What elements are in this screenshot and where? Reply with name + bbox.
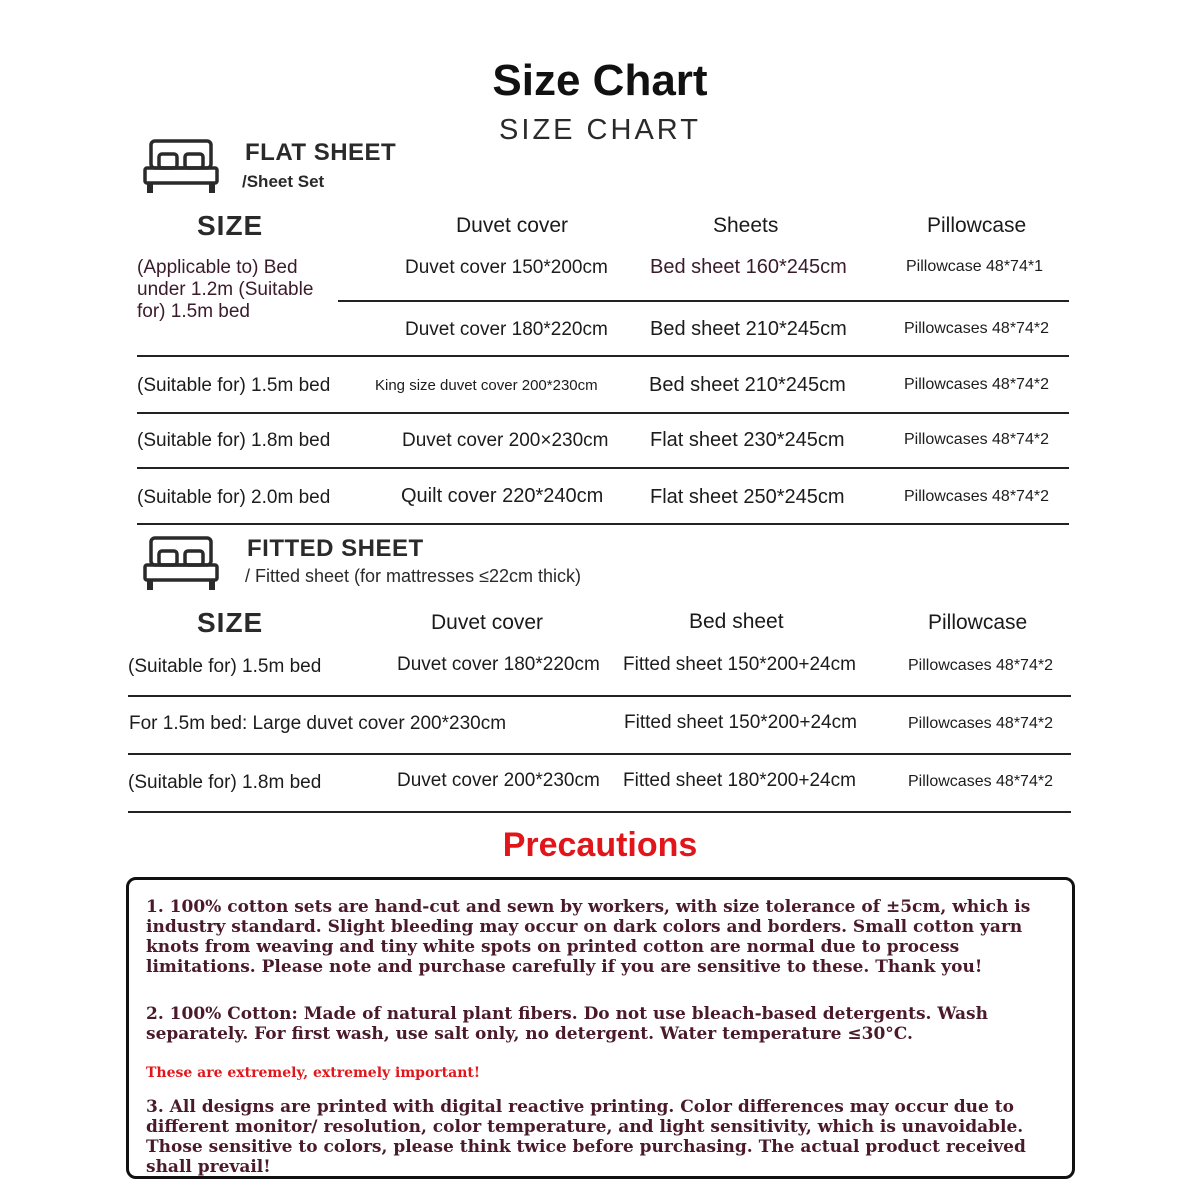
- fitted-row-2-size: For 1.5m bed: Large duvet cover 200*230cm: [129, 713, 507, 734]
- table-divider: [137, 355, 1069, 357]
- fitted-row-2-sheet: Fitted sheet 150*200+24cm: [624, 712, 857, 733]
- page-title: Size Chart: [492, 56, 708, 105]
- flat-col-sheets: Sheets: [713, 214, 779, 237]
- flat-row-4-duvet: Duvet cover 200×230cm: [402, 430, 609, 451]
- fitted-col-bedsheet: Bed sheet: [689, 610, 784, 633]
- flat-row-1-pillow: Pillowcase 48*74*1: [906, 258, 1043, 275]
- table-divider: [137, 467, 1069, 469]
- flat-row-5-size: (Suitable for) 2.0m bed: [137, 487, 331, 508]
- fitted-row-3-sheet: Fitted sheet 180*200+24cm: [623, 770, 856, 791]
- flat-row-2-pillow: Pillowcases 48*74*2: [904, 320, 1049, 337]
- fitted-col-pillowcase: Pillowcase: [928, 611, 1028, 634]
- flat-row-1-size: (Applicable to) Bed under 1.2m (Suitable for) 1.5m bed: [137, 257, 314, 322]
- fitted-row-3-size: (Suitable for) 1.8m bed: [128, 772, 322, 793]
- fitted-row-1-sheet: Fitted sheet 150*200+24cm: [623, 654, 856, 675]
- table-divider: [128, 695, 1071, 697]
- bed-icon: [143, 535, 219, 591]
- table-divider: [137, 523, 1069, 525]
- flat-row-3-size: (Suitable for) 1.5m bed: [137, 375, 331, 396]
- precaution-item-1: 1. 100% cotton sets are hand-cut and sewn by workers, with size tolerance of ±5cm, which is industry standard. Slight bleeding may occur on dark colors and borders. Small cotton yarn knots from weaving and tiny white spots on printed cotton are normal due to process limitations. Please note and purchase carefully if you are sensitive to these. Thank you!: [146, 897, 1031, 977]
- table-divider: [137, 412, 1069, 414]
- flat-row-5-duvet: Quilt cover 220*240cm: [401, 485, 604, 507]
- table-divider: [128, 753, 1071, 755]
- precaution-item-2: 2. 100% Cotton: Made of natural plant fibers. Do not use bleach-based detergents. Wash separately. For first wash, use salt only, no detergent. Water temperature ≤30°C.: [146, 1004, 988, 1044]
- page-subtitle: SIZE CHART: [499, 114, 701, 146]
- flat-row-5-pillow: Pillowcases 48*74*2: [904, 488, 1049, 505]
- fitted-row-3-duvet: Duvet cover 200*230cm: [397, 770, 600, 791]
- flat-row-3-duvet: King size duvet cover 200*230cm: [375, 377, 598, 394]
- flat-row-4-size: (Suitable for) 1.8m bed: [137, 430, 331, 451]
- precaution-item-3: 3. All designs are printed with digital reactive printing. Color differences may occur due to different monitor/ resolution, color temperature, and light sensitivity, which is unavoidable. Those sensitive to colors, please think twice before purchasing. The actual product received shall prevail!: [146, 1097, 1026, 1177]
- flat-row-4-pillow: Pillowcases 48*74*2: [904, 431, 1049, 448]
- fitted-size-heading: SIZE: [197, 607, 264, 638]
- precautions-title: Precautions: [502, 826, 698, 864]
- fitted-row-1-pillow: Pillowcases 48*74*2: [908, 657, 1053, 674]
- fitted-sheet-title: FITTED SHEET: [247, 535, 424, 562]
- flat-sheet-title: FLAT SHEET: [245, 139, 397, 166]
- fitted-row-1-size: (Suitable for) 1.5m bed: [128, 656, 322, 677]
- fitted-row-1-duvet: Duvet cover 180*220cm: [397, 654, 600, 675]
- flat-row-4-sheet: Flat sheet 230*245cm: [650, 429, 845, 451]
- fitted-sheet-subtitle: / Fitted sheet (for mattresses ≤22cm thick): [245, 566, 581, 586]
- flat-col-pillowcase: Pillowcase: [927, 214, 1027, 237]
- flat-row-3-sheet: Bed sheet 210*245cm: [649, 374, 846, 396]
- flat-row-1-sheet: Bed sheet 160*245cm: [650, 256, 847, 278]
- flat-sheet-subtitle: /Sheet Set: [242, 172, 325, 191]
- table-divider: [128, 811, 1071, 813]
- table-divider: [338, 300, 1069, 302]
- flat-row-1-duvet: Duvet cover 150*200cm: [405, 257, 608, 278]
- fitted-col-duvet: Duvet cover: [431, 611, 544, 634]
- flat-col-duvet: Duvet cover: [456, 214, 569, 237]
- flat-size-heading: SIZE: [197, 210, 264, 241]
- flat-row-2-sheet: Bed sheet 210*245cm: [650, 318, 847, 340]
- important-warning: These are extremely, extremely important!: [146, 1065, 480, 1081]
- flat-row-2-duvet: Duvet cover 180*220cm: [405, 319, 608, 340]
- bed-icon: [143, 138, 219, 194]
- flat-row-3-pillow: Pillowcases 48*74*2: [904, 376, 1049, 393]
- fitted-row-2-pillow: Pillowcases 48*74*2: [908, 715, 1053, 732]
- flat-row-5-sheet: Flat sheet 250*245cm: [650, 486, 845, 508]
- fitted-row-3-pillow: Pillowcases 48*74*2: [908, 773, 1053, 790]
